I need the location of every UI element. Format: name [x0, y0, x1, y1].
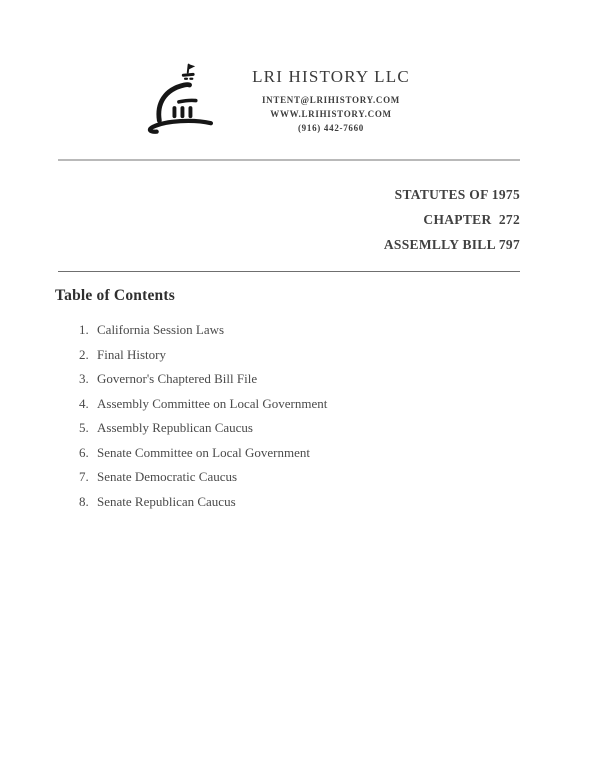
- company-website: WWW.LRIHISTORY.COM: [270, 109, 392, 119]
- toc-item: 4. Assembly Committee on Local Government: [92, 397, 600, 411]
- toc-item: 2. Final History: [92, 348, 600, 362]
- toc-list: [72, 323, 600, 509]
- statutes-year-line: STATUTES OF 1975: [394, 187, 520, 202]
- toc-heading: Table of Contents: [55, 287, 175, 304]
- divider-top: [58, 159, 520, 161]
- toc-item: 6. Senate Committee on Local Government: [92, 446, 600, 460]
- assembly-bill-line: ASSEMLLY BILL 797: [383, 237, 520, 252]
- toc-item: 3. Governor's Chaptered Bill File: [92, 372, 600, 386]
- statute-reference-block: [58, 182, 520, 257]
- toc-item: 1. California Session Laws: [92, 323, 600, 337]
- toc-item: 8. Senate Republican Caucus: [92, 495, 600, 509]
- toc-item: 7. Senate Democratic Caucus: [92, 470, 600, 484]
- company-phone: (916) 442-7660: [297, 123, 365, 133]
- divider-bottom: [58, 271, 520, 272]
- capitol-dome-icon: [138, 60, 218, 142]
- chapter-line: CHAPTER 272: [423, 212, 520, 227]
- letterhead: [138, 60, 600, 142]
- toc-item: 5. Assembly Republican Caucus: [92, 421, 600, 435]
- company-name: LRI HISTORY LLC: [252, 67, 410, 86]
- company-email: INTENT@LRIHISTORY.COM: [261, 95, 401, 105]
- letterhead-text: [236, 67, 426, 135]
